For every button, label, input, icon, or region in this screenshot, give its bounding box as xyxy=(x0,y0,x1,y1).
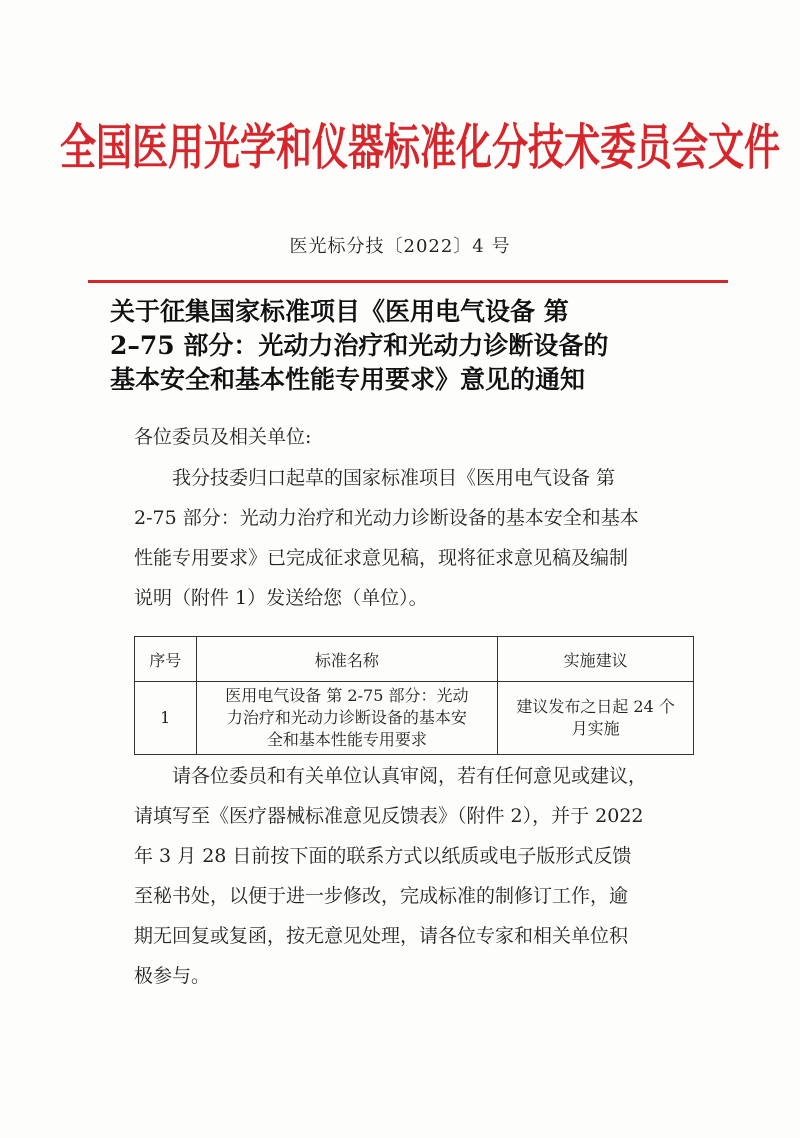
red-divider-line xyxy=(88,280,728,283)
table-cell-no: 1 xyxy=(135,682,197,755)
table-header-row xyxy=(135,637,694,682)
paragraph-line: 说明（附件 1）发送给您（单位）。 xyxy=(134,587,428,609)
cell-line: 建议发布之日起 24 个 xyxy=(516,697,675,716)
paragraph-line: 2-75 部分：光动力治疗和光动力诊断设备的基本安全和基本 xyxy=(134,507,639,529)
notice-title-line: 基本安全和基本性能专用要求》意见的通知 xyxy=(110,365,586,394)
notice-title xyxy=(110,295,700,397)
body-paragraph-2 xyxy=(134,756,706,996)
notice-title-line: 2–75 部分：光动力治疗和光动力诊断设备的 xyxy=(110,331,609,360)
standard-table xyxy=(134,636,694,755)
organization-header-title: 全国医用光学和仪器标准化分技术委员会文件 xyxy=(60,119,781,177)
cell-line: 全和基本性能专用要求 xyxy=(266,730,427,749)
cell-line: 医用电气设备 第 2-75 部分：光动 xyxy=(225,686,469,705)
table-header-cell: 序号 xyxy=(135,637,197,682)
notice-title-line: 关于征集国家标准项目《医用电气设备 第 xyxy=(110,297,569,326)
table-row xyxy=(135,682,694,755)
paragraph-line: 性能专用要求》已完成征求意见稿，现将征求意见稿及编制 xyxy=(134,547,629,569)
table-cell-impl xyxy=(498,682,694,755)
salutation: 各位委员及相关单位: xyxy=(134,426,312,448)
cell-line: 力治疗和光动力诊断设备的基本安 xyxy=(226,708,467,727)
paragraph-line: 至秘书处，以便于进一步修改，完成标准的制修订工作，逾 xyxy=(134,885,629,907)
document-number: 医光标分技〔2022〕4 号 xyxy=(289,236,511,257)
paragraph-line: 请填写至《医疗器械标准意见反馈表》（附件 2），并于 2022 xyxy=(134,805,644,827)
paragraph-line: 年 3 月 28 日前按下面的联系方式以纸质或电子版形式反馈 xyxy=(134,845,632,867)
table-cell-name xyxy=(196,682,498,755)
body-paragraph-1 xyxy=(134,458,706,618)
cell-line: 月实施 xyxy=(571,719,620,738)
table-header-cell: 实施建议 xyxy=(498,637,694,682)
paragraph-line: 极参与。 xyxy=(134,965,211,987)
paragraph-line: 期无回复或复函，按无意见处理，请各位专家和相关单位积 xyxy=(134,925,629,947)
paragraph-line: 我分技委归口起草的国家标准项目《医用电气设备 第 xyxy=(134,467,616,489)
table-header-cell: 标准名称 xyxy=(196,637,498,682)
paragraph-line: 请各位委员和有关单位认真审阅，若有任何意见或建议， xyxy=(134,765,648,787)
